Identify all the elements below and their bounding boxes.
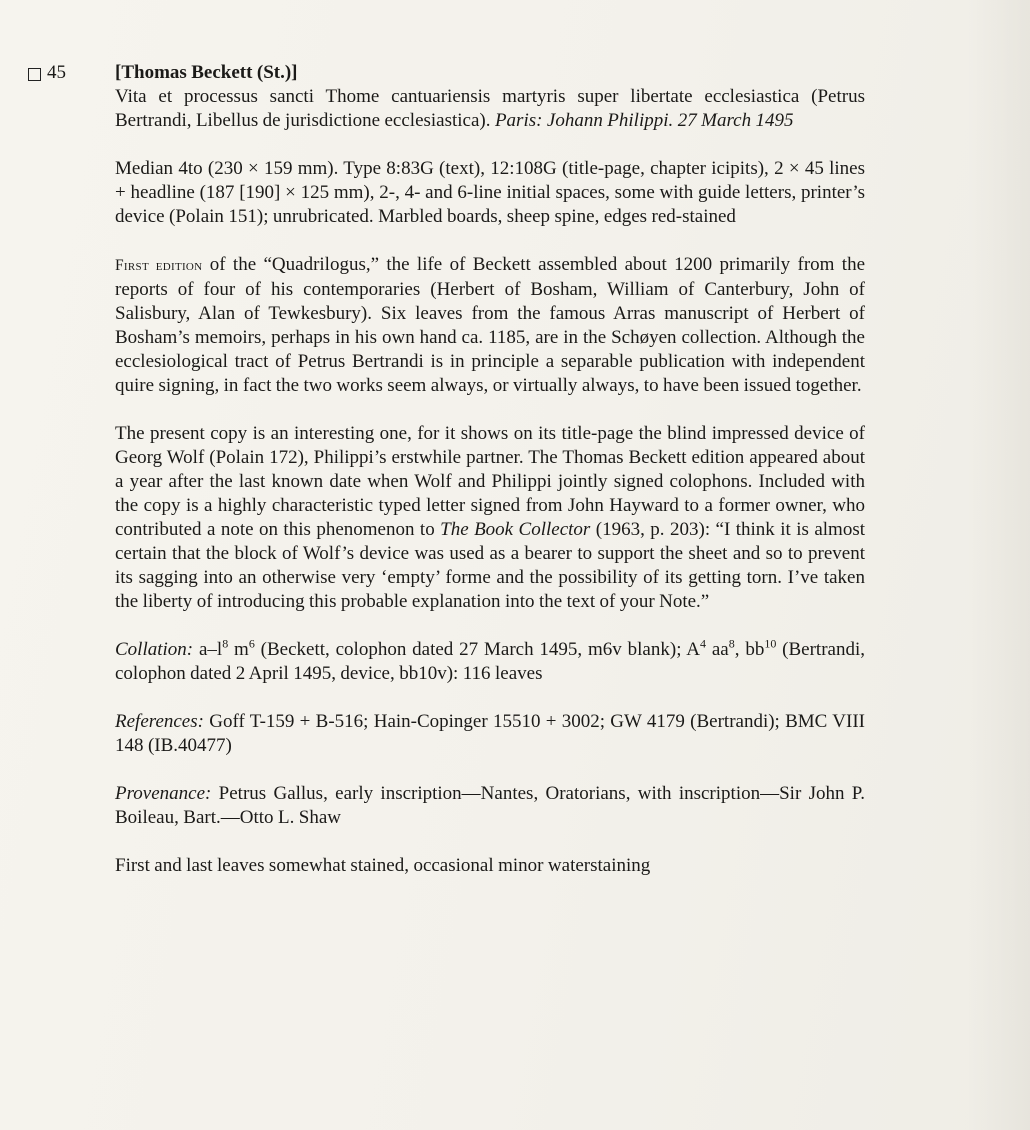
collation-sup: 4	[700, 636, 706, 651]
collation-part: , bb	[734, 639, 765, 660]
copy-note-after: (1963, p. 203): “I think it is almost certain that the block of Wolf’s device was used as a bearer to support the sheet and so to prevent its sagging into an otherwise very ‘empty’ forme and the possibility of its getting torn. I’ve taken the liberty of introducing this probable explanation into the text of your Note.”	[115, 519, 866, 612]
journal-title: The Book Collector	[440, 519, 591, 540]
copy-note	[115, 422, 865, 614]
lot-checkbox-icon	[28, 68, 41, 81]
references-label: References:	[115, 711, 204, 732]
collation-sup: 8	[222, 636, 229, 651]
provenance	[115, 782, 865, 830]
edition-note-text: of the “Quadrilogus,” the life of Beckett assembled about 1200 primarily from the reports of four of his contemporaries (Herbert of Bosham, William of Canterbury, John of Salisbury, Alan of Tewkesbury). Six leaves from the famous Arras manuscript of Herbert of Bosham’s memoirs, perhaps in his own hand ca. 1185, are in the Schøyen collection. Although the ecclesiological tract of Petrus Bertrandi is in principle a separable publication with independent quire signing, in fact the two works seem always, or virtually always, to have been issued together.	[115, 254, 866, 396]
lot-heading: [Thomas Beckett (St.)]	[115, 62, 298, 83]
collation-part: aa	[706, 639, 729, 660]
collation	[115, 638, 865, 686]
collation-sup: 8	[728, 636, 735, 651]
provenance-text: Petrus Gallus, early inscription—Nantes, Oratorians, with inscription—Sir John P. Boileau, Bart.—Otto L. Shaw	[115, 783, 865, 828]
lot-title	[115, 85, 865, 133]
copy-note-before: The present copy is an interesting one, for it shows on its title-page the blind impressed device of Georg Wolf (Polain 172), Philippi’s erstwhile partner. The Thomas Beckett edition appeared about a year after the last known date when Wolf and Philippi jointly signed colophons. Included with the copy is a highly characteristic typed letter signed from John Hayward to a former owner, who contributed a note on this phenomenon to	[115, 423, 865, 540]
collation-part: m	[228, 639, 249, 660]
collation-part: (Beckett, colophon dated 27 March 1495, m6v blank); A	[254, 639, 700, 660]
collation-sup: 10	[764, 636, 777, 651]
collation-label: Collation:	[115, 639, 194, 660]
provenance-label: Provenance:	[115, 783, 212, 804]
physical-description: Median 4to (230 × 159 mm). Type 8:83G (text), 12:108G (title-page, chapter icipits), 2 × 45 lines + headline (187 [190] × 125 mm), 2-, 4- and 6-line initial spaces, some with guide letters, printer’s device (Polain 151); unrubricated. Marbled boards, sheep spine, edges red-stained	[115, 158, 865, 227]
lot-number: 45	[47, 62, 66, 83]
edition-note	[115, 253, 865, 398]
first-edition-label: First edition	[115, 257, 203, 274]
title-text: Vita et processus sancti Thome cantuariensis martyris super libertate ecclesiastica (Petrus Bertrandi, Libellus de jurisdictione ecclesiastica).	[115, 86, 865, 131]
imprint: Paris: Johann Philippi. 27 March 1495	[494, 110, 794, 131]
lot-entry	[115, 61, 865, 878]
condition-note: First and last leaves somewhat stained, occasional minor waterstaining	[115, 855, 651, 876]
collation-part: a–l	[193, 639, 223, 660]
references-text: Goff T-159 + B-516; Hain-Copinger 15510 + 3002; GW 4179 (Bertrandi); BMC VIII 148 (IB.40477)	[115, 711, 865, 756]
page-edge-shading	[968, 0, 1030, 1130]
collation-sup: 6	[248, 636, 255, 651]
collation-part: (Bertrandi, colophon dated 2 April 1495, device, bb10v): 116 leaves	[115, 639, 866, 684]
references	[115, 710, 865, 758]
